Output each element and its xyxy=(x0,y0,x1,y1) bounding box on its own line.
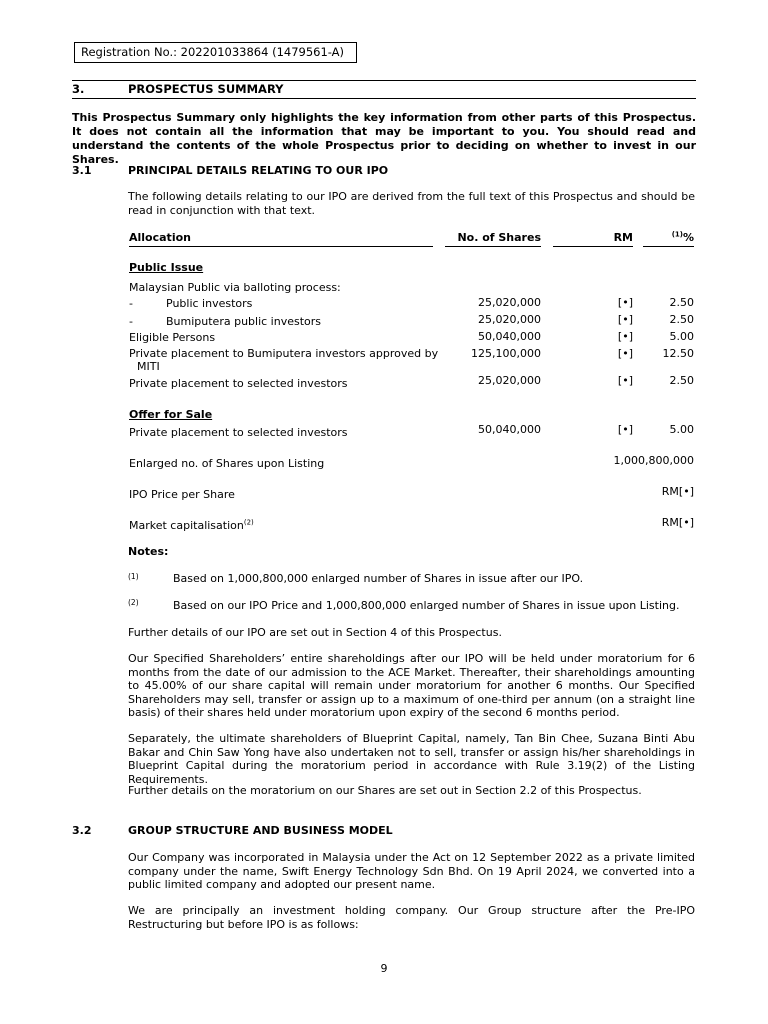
row-rm: [•] xyxy=(617,347,633,360)
offer-for-sale-heading: Offer for Sale xyxy=(129,408,213,421)
section-bottom-rule xyxy=(72,98,696,99)
row-label: Bumiputera public investors xyxy=(166,315,322,328)
market-cap-value: RM[•] xyxy=(661,516,694,529)
col-header-line-allocation xyxy=(129,246,433,247)
registration-number: Registration No.: 202201033864 (1479561-A) xyxy=(74,42,357,63)
row-shares: 50,040,000 xyxy=(478,330,541,343)
section-title: PROSPECTUS SUMMARY xyxy=(128,82,284,96)
page-number: 9 xyxy=(380,962,388,975)
col-header-line-shares xyxy=(445,246,541,247)
moratorium-reference: Further details on the moratorium on our Shares are set out in Section 2.2 of this Prospectus. xyxy=(128,784,642,797)
offer-row-rm: [•] xyxy=(617,423,633,436)
row-shares: 25,020,000 xyxy=(478,313,541,326)
ipo-price-label: IPO Price per Share xyxy=(129,488,235,501)
row-rm: [•] xyxy=(617,313,633,326)
row-dash: - xyxy=(129,315,133,328)
row-label: Private placement to selected investors xyxy=(129,377,348,390)
enlarged-shares-label: Enlarged no. of Shares upon Listing xyxy=(129,457,325,470)
moratorium-paragraph: Our Specified Shareholders’ entire shareholdings after our IPO will be held under moratorium for 6 months from the date of our admission to the ACE Market. Thereafter, their shareholdings amounting to 45.00% of our share capital will remain under moratorium for another 6 months. Our Specified Shareholders may sell, transfer or assign up to a maximum of one-third per annum (on a straight line basis) of their shares held under moratorium upon expiry of the second 6 months period. xyxy=(128,652,695,719)
row-dash: - xyxy=(129,297,133,310)
subsection-3-2-number: 3.2 xyxy=(72,824,92,837)
enlarged-shares-value: 1,000,800,000 xyxy=(613,454,694,467)
market-cap-label: Market capitalisation$^{(2)}$ xyxy=(129,518,254,532)
group-structure-paragraph: We are principally an investment holding company. Our Group structure after the Pre-IPO Restructuring but before IPO is as follows: xyxy=(128,904,695,931)
subsection-3-1-number: 3.1 xyxy=(72,164,92,177)
row-rm: [•] xyxy=(617,330,633,343)
col-header-line-percent xyxy=(643,246,694,247)
row-label: Private placement to Bumiputera investors approved by xyxy=(129,347,439,360)
intro-paragraph: This Prospectus Summary only highlights the key information from other parts of this Prospectus. It does not contain all the information that may be important to you. You should read and understand the contents of the whole Prospectus prior to deciding on whether to invest in our Shares. xyxy=(72,111,696,166)
col-header-rm: RM xyxy=(613,231,633,244)
subsection-3-2-title: GROUP STRUCTURE AND BUSINESS MODEL xyxy=(128,824,393,837)
row-percent: 2.50 xyxy=(669,296,694,309)
ipo-price-value: RM[•] xyxy=(661,485,694,498)
col-header-allocation: Allocation xyxy=(129,231,191,244)
col-header-percent: $^{(1)}$% xyxy=(671,230,694,244)
row-shares: 125,100,000 xyxy=(471,347,541,360)
row-percent: 2.50 xyxy=(669,313,694,326)
balloting-label: Malaysian Public via balloting process: xyxy=(129,281,341,294)
offer-row-label: Private placement to selected investors xyxy=(129,426,348,439)
row-label: Eligible Persons xyxy=(129,331,216,344)
row-label-continued: MITI xyxy=(137,360,160,373)
public-issue-heading: Public Issue xyxy=(129,261,204,274)
row-percent: 12.50 xyxy=(662,347,694,360)
offer-row-shares: 50,040,000 xyxy=(478,423,541,436)
section-number: 3. xyxy=(72,82,85,96)
row-shares: 25,020,000 xyxy=(478,296,541,309)
ipo-details-reference: Further details of our IPO are set out in Section 4 of this Prospectus. xyxy=(128,626,502,639)
note-1-text: Based on 1,000,800,000 enlarged number of Shares in issue after our IPO. xyxy=(173,572,584,585)
col-header-shares: No. of Shares xyxy=(457,231,541,244)
ultimate-shareholders-paragraph: Separately, the ultimate shareholders of Blueprint Capital, namely, Tan Bin Chee, Suzana Binti Abu Bakar and Chin Saw Yong have also undertaken not to sell, transfer or assign his/her shareholdings in Blueprint Capital during the moratorium period in accordance with Rule 3.19(2) of the Listing Requirements. xyxy=(128,732,695,786)
row-label: Public investors xyxy=(166,297,253,310)
col-header-line-rm xyxy=(553,246,633,247)
section-top-rule xyxy=(72,80,696,81)
notes-heading: Notes: xyxy=(128,545,169,558)
row-percent: 5.00 xyxy=(669,330,694,343)
incorporation-paragraph: Our Company was incorporated in Malaysia under the Act on 12 September 2022 as a private limited company under the name, Swift Energy Technology Sdn Bhd. On 19 April 2024, we converted into a public limited company and adopted our present name. xyxy=(128,851,695,891)
note-2-mark: (2) xyxy=(128,598,139,607)
row-percent: 2.50 xyxy=(669,374,694,387)
ipo-lead-paragraph: The following details relating to our IPO are derived from the full text of this Prospectus and should be read in conjunction with that text. xyxy=(128,190,695,217)
row-rm: [•] xyxy=(617,296,633,309)
row-shares: 25,020,000 xyxy=(478,374,541,387)
note-2-text: Based on our IPO Price and 1,000,800,000 enlarged number of Shares in issue upon Listing. xyxy=(173,599,680,612)
row-rm: [•] xyxy=(617,374,633,387)
subsection-3-1-title: PRINCIPAL DETAILS RELATING TO OUR IPO xyxy=(128,164,389,177)
note-1-mark: (1) xyxy=(128,572,139,581)
offer-row-percent: 5.00 xyxy=(669,423,694,436)
